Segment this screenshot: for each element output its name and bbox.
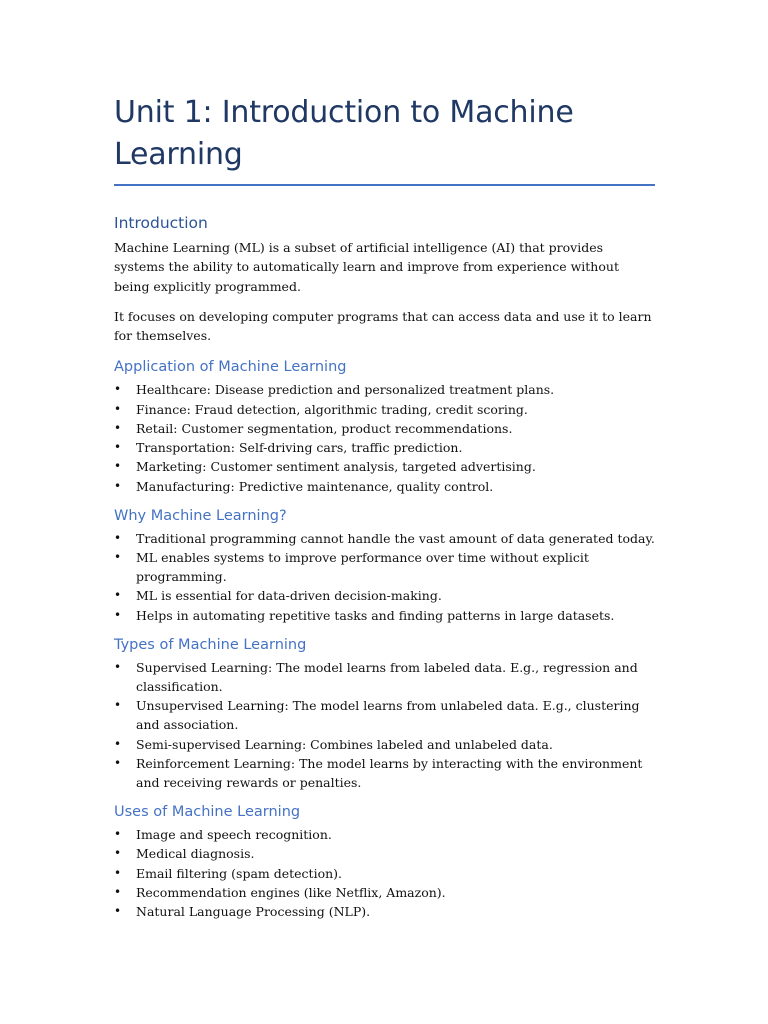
list-item-text: Image and speech recognition. <box>136 827 332 843</box>
bullet-icon: • <box>114 549 122 564</box>
section-heading-why: Why Machine Learning? <box>114 507 287 524</box>
list-item-text: Reinforcement Learning: The model learns by interacting with the environment and receiving rewards or penalties. <box>136 755 643 790</box>
bullet-icon: • <box>114 698 122 713</box>
list-item <box>114 548 655 586</box>
list-item <box>114 477 655 496</box>
bullet-icon: • <box>114 827 122 842</box>
list-item-text: Email filtering (spam detection). <box>136 865 342 881</box>
list-item <box>114 400 655 419</box>
types-list <box>114 658 655 792</box>
page-title: Unit 1: Introduction to Machine Learning <box>114 95 574 172</box>
list-item-text: Retail: Customer segmentation, product recommendations. <box>136 420 513 436</box>
list-item <box>114 735 655 754</box>
list-item <box>114 586 655 605</box>
why-list <box>114 529 655 625</box>
document-page <box>114 92 655 933</box>
bullet-icon: • <box>114 530 122 545</box>
list-item <box>114 438 655 457</box>
list-item <box>114 529 655 548</box>
bullet-icon: • <box>114 459 122 474</box>
list-item <box>114 457 655 476</box>
section-heading-types: Types of Machine Learning <box>114 636 307 653</box>
list-item <box>114 419 655 438</box>
bullet-icon: • <box>114 755 122 770</box>
list-item-text: Medical diagnosis. <box>136 846 255 862</box>
bullet-icon: • <box>114 401 122 416</box>
list-item-text: Natural Language Processing (NLP). <box>136 903 371 919</box>
list-item <box>114 754 655 792</box>
list-item <box>114 844 655 863</box>
list-item-text: Manufacturing: Predictive maintenance, quality control. <box>136 478 494 494</box>
list-item <box>114 864 655 883</box>
bullet-icon: • <box>114 659 122 674</box>
list-item-text: Supervised Learning: The model learns from labeled data. E.g., regression and classification. <box>136 659 638 694</box>
list-item-text: Semi-supervised Learning: Combines labeled and unlabeled data. <box>136 736 553 752</box>
list-item-text: Finance: Fraud detection, algorithmic trading, credit scoring. <box>136 401 528 417</box>
list-item <box>114 902 655 921</box>
bullet-icon: • <box>114 382 122 397</box>
list-item-text: Unsupervised Learning: The model learns from unlabeled data. E.g., clustering and association. <box>136 698 640 733</box>
list-item-text: Helps in automating repetitive tasks and finding patterns in large datasets. <box>136 607 615 623</box>
list-item <box>114 380 655 399</box>
list-item <box>114 696 655 734</box>
list-item-text: ML enables systems to improve performance over time without explicit programming. <box>136 549 589 585</box>
title-underline <box>114 184 655 186</box>
list-item-text: Marketing: Customer sentiment analysis, targeted advertising. <box>136 459 536 475</box>
bullet-icon: • <box>114 865 122 880</box>
bullet-icon: • <box>114 588 122 603</box>
bullet-icon: • <box>114 478 122 493</box>
bullet-icon: • <box>114 903 122 918</box>
list-item-text: Healthcare: Disease prediction and personalized treatment plans. <box>136 382 555 398</box>
list-item <box>114 658 655 696</box>
bullet-icon: • <box>114 736 122 751</box>
bullet-icon: • <box>114 846 122 861</box>
section-heading-uses: Uses of Machine Learning <box>114 804 301 821</box>
applications-list <box>114 380 655 495</box>
section-heading-applications: Application of Machine Learning <box>114 359 347 376</box>
bullet-icon: • <box>114 607 122 622</box>
list-item-text: Transportation: Self-driving cars, traffic prediction. <box>136 440 463 456</box>
list-item <box>114 606 655 625</box>
bullet-icon: • <box>114 884 122 899</box>
intro-paragraph-1: Machine Learning (ML) is a subset of artificial intelligence (AI) that provides systems the ability to automatically learn and improve from experience without being explicitly programmed. <box>114 240 619 294</box>
list-item <box>114 825 655 844</box>
uses-list <box>114 825 655 921</box>
intro-paragraph-2: It focuses on developing computer programs that can access data and use it to learn for themselves. <box>114 308 652 344</box>
section-heading-introduction: Introduction <box>114 214 208 232</box>
list-item-text: Traditional programming cannot handle the vast amount of data generated today. <box>136 530 655 546</box>
bullet-icon: • <box>114 420 122 435</box>
bullet-icon: • <box>114 440 122 455</box>
list-item-text: ML is essential for data-driven decision-making. <box>136 588 442 604</box>
list-item <box>114 883 655 902</box>
list-item-text: Recommendation engines (like Netflix, Amazon). <box>136 884 446 900</box>
